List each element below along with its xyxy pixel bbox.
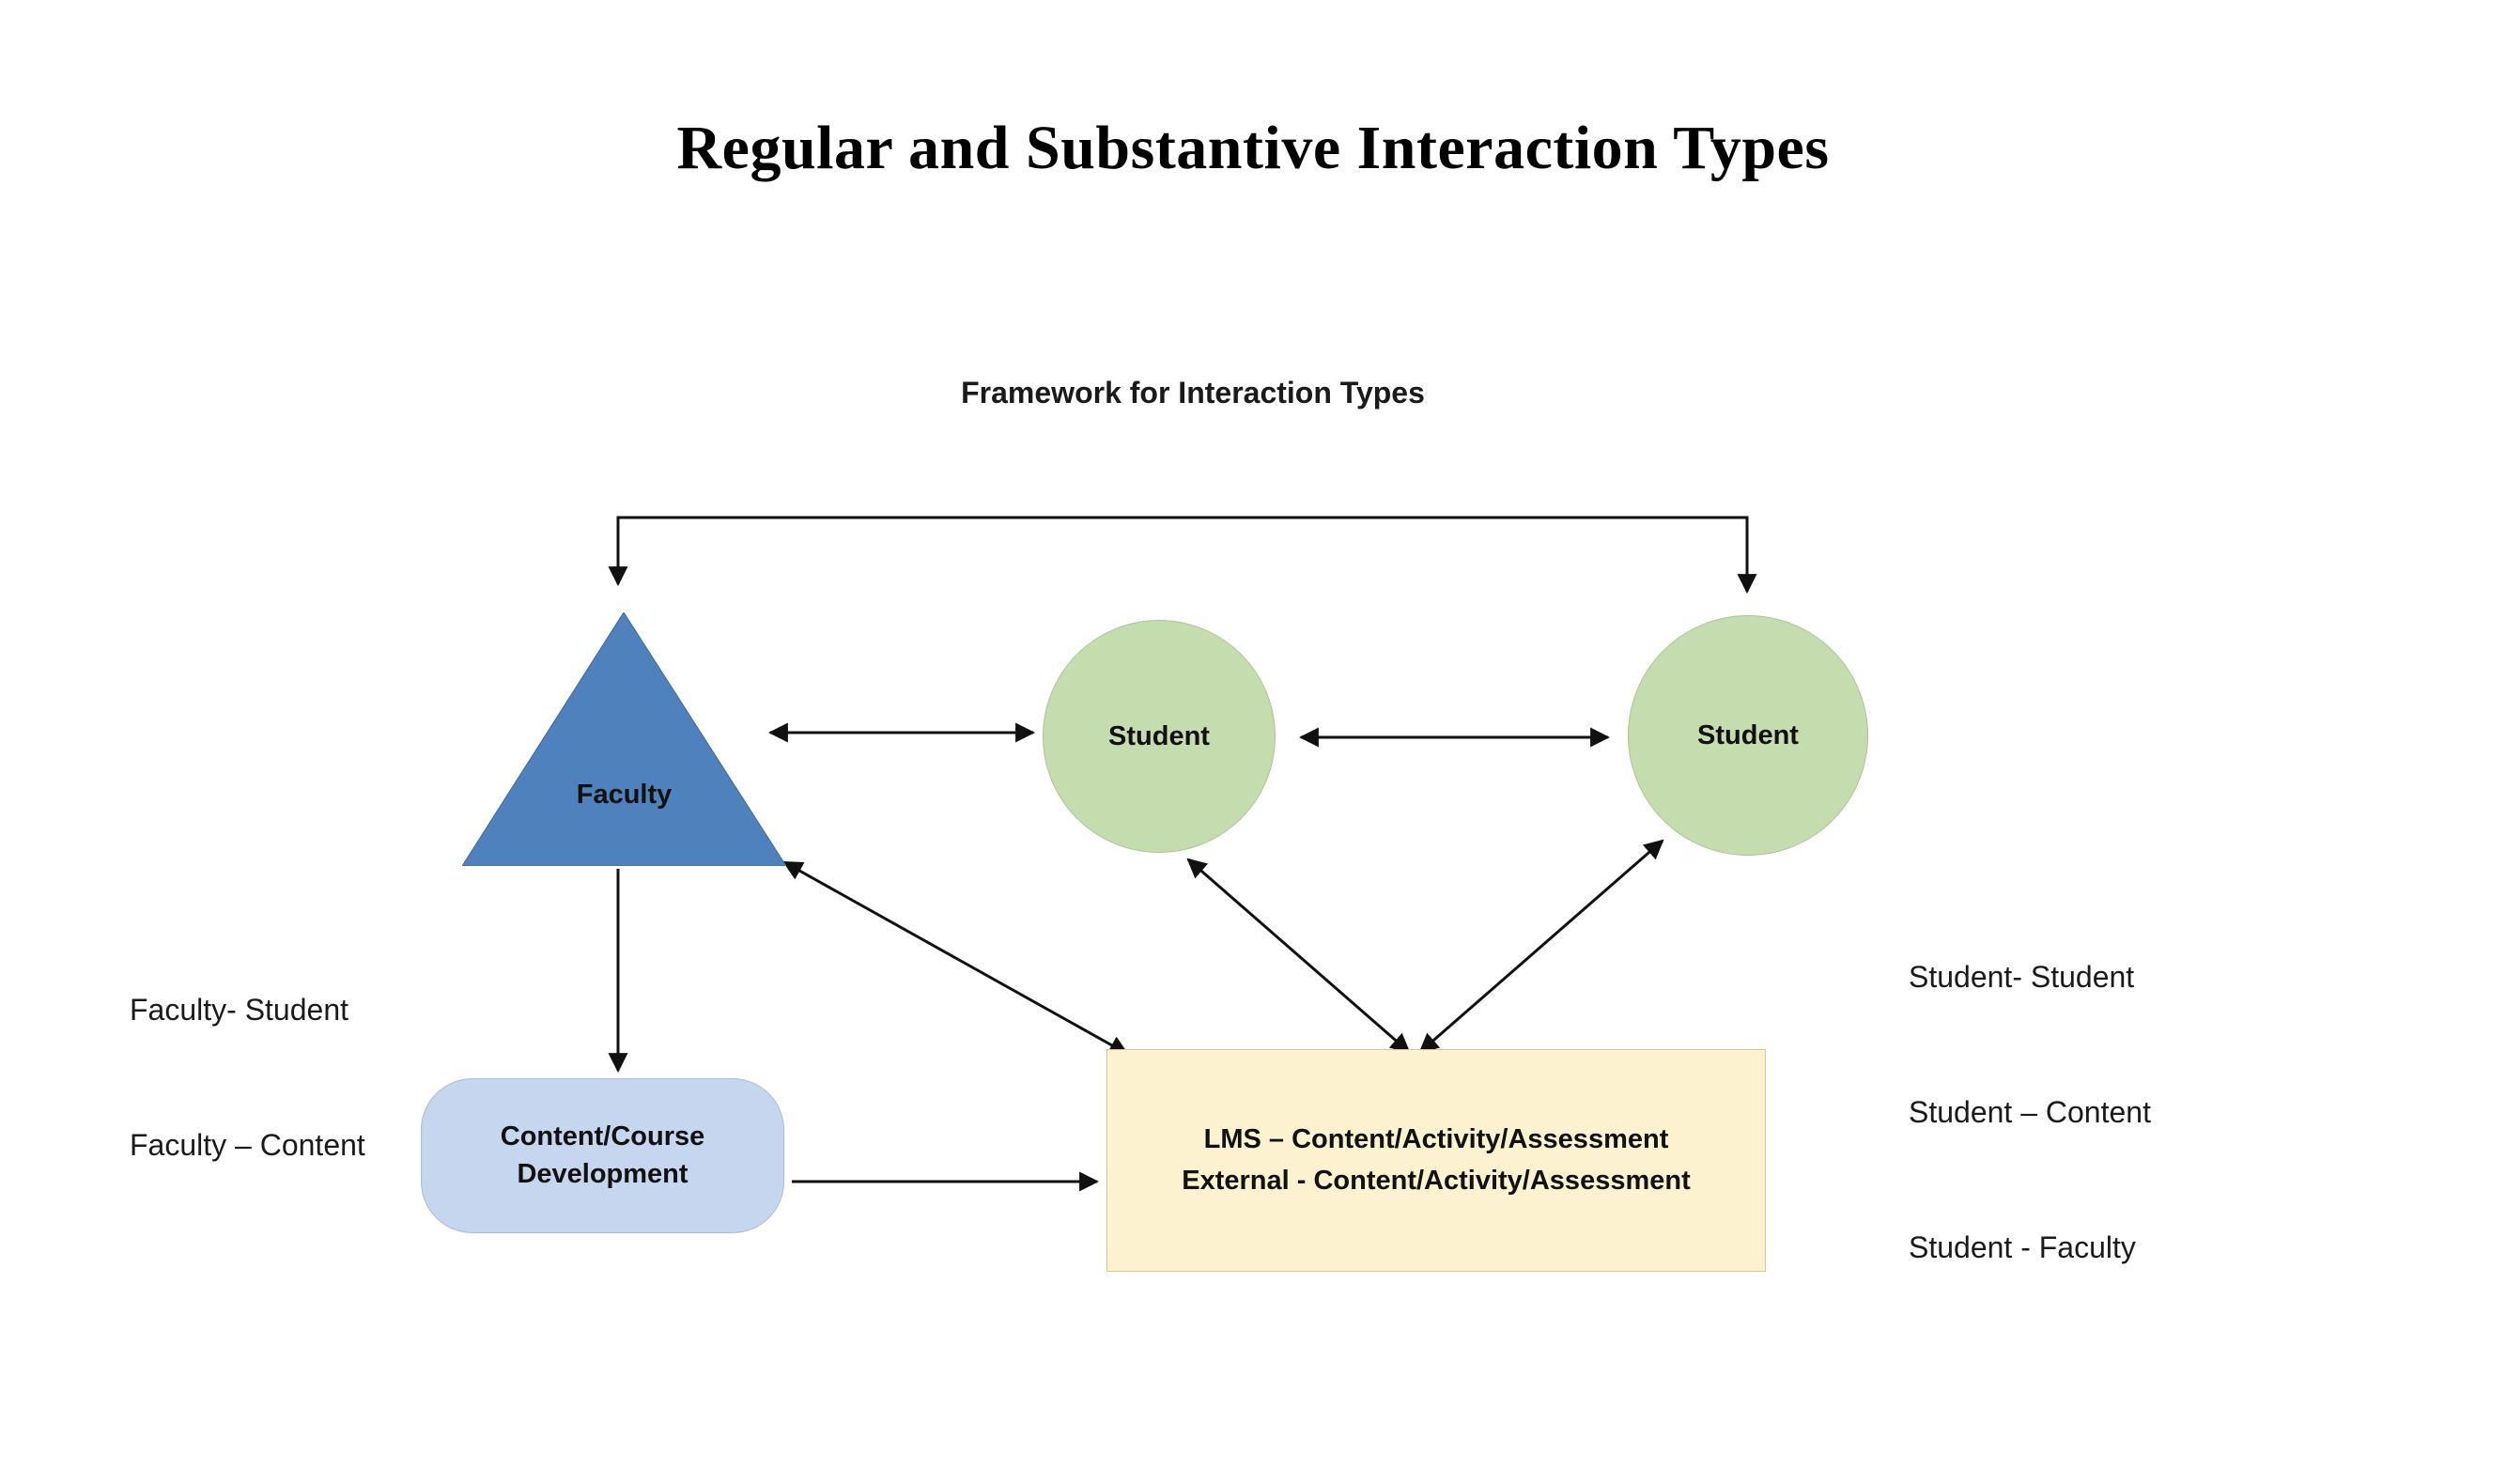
note-left	[130, 897, 365, 1258]
lms-node-line1: LMS – Content/Activity/Assessment	[1203, 1124, 1669, 1154]
connector-faculty-lms	[784, 862, 1127, 1054]
lms-node	[1106, 1049, 1766, 1272]
diagram-title: Framework for Interaction Types	[961, 376, 1425, 410]
student-node-2-label: Student	[1697, 719, 1799, 750]
connector-faculty-student2-top	[618, 518, 1747, 592]
faculty-triangle-shape	[462, 612, 786, 866]
note-right-line3: Student - Faculty	[1909, 1230, 2136, 1264]
note-left-line2: Faculty – Content	[130, 1128, 365, 1162]
content-course-development-node	[421, 1078, 784, 1233]
note-right	[1909, 864, 2151, 1360]
note-right-line1: Student- Student	[1909, 960, 2135, 994]
connector-student1-lms	[1188, 859, 1409, 1052]
note-right-line2: Student – Content	[1909, 1095, 2151, 1129]
note-left-line1: Faculty- Student	[130, 993, 348, 1027]
content-node-line1: Content/Course	[500, 1121, 705, 1152]
page-title: Regular and Substantive Interaction Types	[676, 114, 1830, 182]
connector-student2-lms	[1420, 841, 1663, 1052]
faculty-node-label: Faculty	[576, 780, 673, 810]
content-node-line2: Development	[517, 1158, 688, 1189]
student-node-1-label: Student	[1108, 720, 1210, 751]
lms-node-line2: External - Content/Activity/Assessment	[1182, 1165, 1691, 1196]
student-node-2	[1628, 615, 1868, 856]
student-node-1	[1043, 620, 1276, 853]
